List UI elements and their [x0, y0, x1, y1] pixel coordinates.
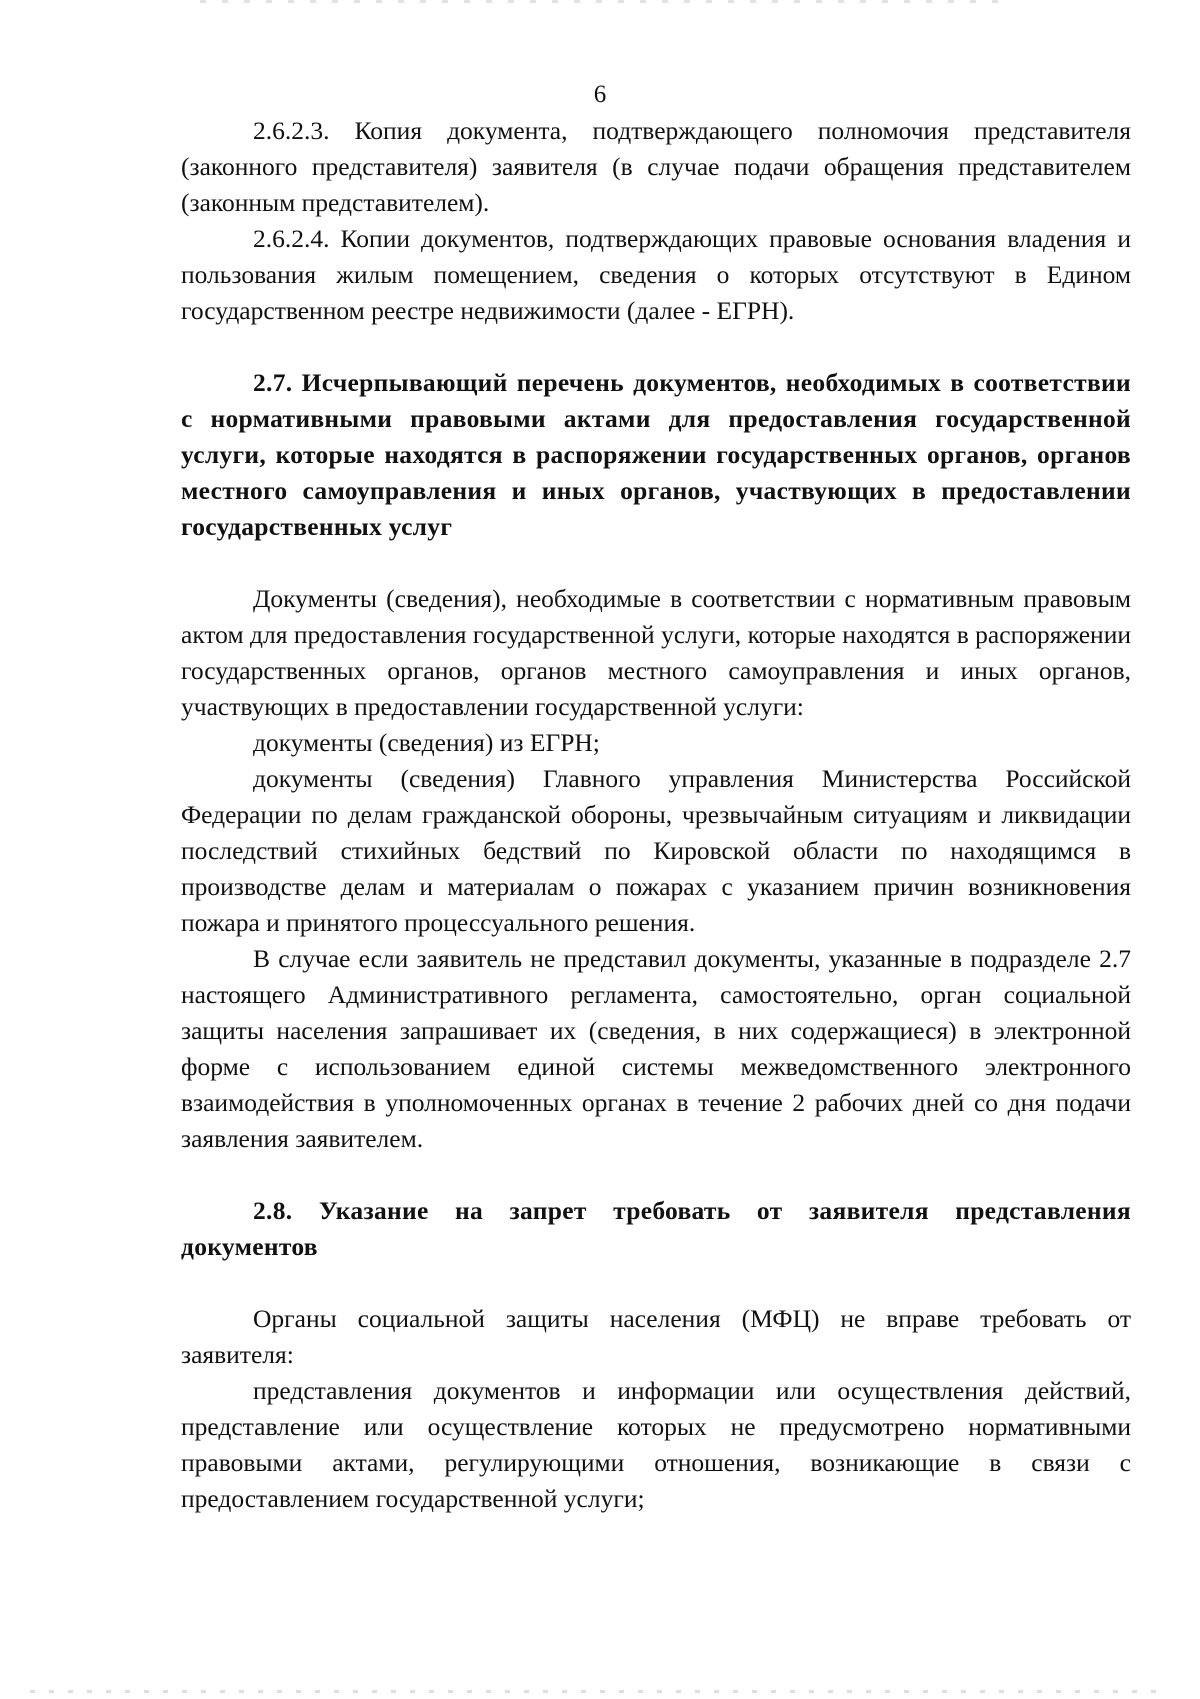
section-spacer — [181, 1157, 1131, 1193]
paragraph-prohibition-item: представления документов и информации или осуществления действий, представление или осуществление которых не предусмотрено нормативными правовыми актами, регулирующими отношения, возникающие в связи с предоставлением государственной услуги; — [181, 1376, 1131, 1513]
paragraph-2-6-2-3: 2.6.2.3. Копия документа, подтверждающего полномочия представителя (законного представителя) заявителя (в случае подачи обращения представителем (законным представителем). — [181, 116, 1131, 217]
paragraph-egrn-documents: документы (сведения) из ЕГРН; — [253, 728, 600, 757]
paragraph-2-6-2-4: 2.6.2.4. Копии документов, подтверждающих правовые основания владения и пользования жилым помещением, сведения о которых отсутствуют в Едином государственном реестре недвижимости (далее - ЕГРН). — [181, 224, 1131, 325]
section-spacer — [181, 1265, 1131, 1301]
page-number: 6 — [593, 81, 607, 108]
document-body — [181, 113, 1131, 1517]
paragraph-interagency-request: В случае если заявитель не представил документы, указанные в подразделе 2.7 настоящего Административного регламента, самостоятельно, орган социальной защиты населения запрашивает их (сведения, в них содержащиеся) в электронной форме с использованием единой системы межведомственного электронного взаимодействия в уполномоченных органах в течение 2 рабочих дней со дня подачи заявления заявителем. — [181, 944, 1131, 1153]
section-heading-2-7: 2.7. Исчерпывающий перечень документов, необходимых в соответствии с нормативными правовыми актами для предоставления государственной услуги, которые находятся в распоряжении государственных органов, органов местного самоуправления и иных органов, участвующих в предоставлении государственных услуг — [181, 368, 1131, 541]
section-heading-2-8: 2.8. Указание на запрет требовать от заявителя представления документов — [181, 1196, 1131, 1261]
section-spacer — [181, 329, 1131, 365]
paragraph-prohibition-intro: Органы социальной защиты населения (МФЦ) не вправе требовать от заявителя: — [181, 1304, 1131, 1369]
paragraph-documents-intro: Документы (сведения), необходимые в соответствии с нормативным правовым актом для предоставления государственной услуги, которые находятся в распоряжении государственных органов, органов местного самоуправления и иных органов, участвующих в предоставлении государственной услуги: — [181, 584, 1131, 721]
scan-edge-artifact — [30, 1690, 1170, 1693]
paragraph-mchs-documents: документы (сведения) Главного управления Министерства Российской Федерации по делам гражданской обороны, чрезвычайным ситуациям и ликвидации последствий стихийных бедствий по Кировской области по находящимся в производстве делам и материалам о пожарах с указанием причин возникновения пожара и принятого процессуального решения. — [181, 764, 1131, 937]
section-spacer — [181, 545, 1131, 581]
scan-edge-artifact — [200, 0, 1000, 3]
